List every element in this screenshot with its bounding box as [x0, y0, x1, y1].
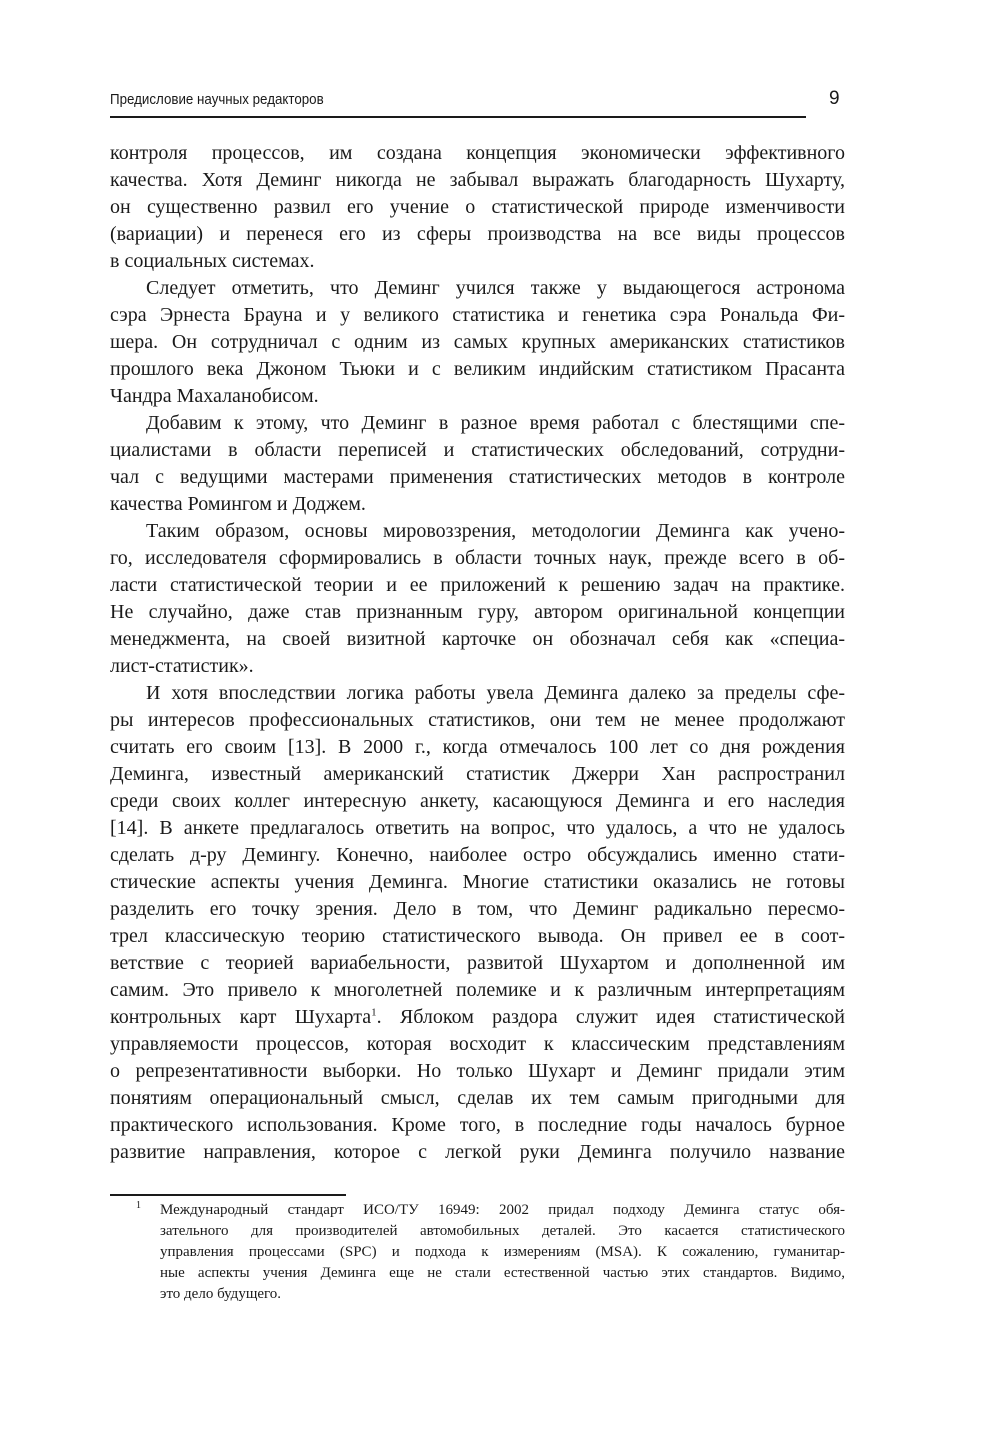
- paragraph: [110, 275, 845, 410]
- text-line: трел классическую теорию статистического вывода. Он привел ее в соот-: [110, 925, 845, 947]
- footnote-number: 1: [136, 1200, 141, 1211]
- text-line: сэра Эрнеста Брауна и у великого статистика и генетика сэра Рональда Фи-: [110, 304, 845, 326]
- paragraph: [110, 518, 845, 680]
- footnote-text: [160, 1200, 845, 1305]
- header-rule: [110, 116, 806, 118]
- text-line: практического использования. Кроме того, в последние годы началось бурное: [110, 1114, 845, 1136]
- text-line: Таким образом, основы мировоззрения, методологии Деминга как учено-: [146, 520, 845, 542]
- text-line: шера. Он сотрудничал с одним из самых крупных американских статистиков: [110, 331, 845, 353]
- running-header: Предисловие научных редакторов: [110, 92, 324, 108]
- text-line: Следует отметить, что Деминг учился также у выдающегося астронома: [146, 277, 845, 299]
- text-line: качества. Хотя Деминг никогда не забывал выражать благодарность Шухарту,: [110, 169, 845, 191]
- page-number: 9: [829, 88, 840, 109]
- text-line: И хотя впоследствии логика работы увела Деминга далеко за пределы сфе-: [146, 682, 845, 704]
- text-line: Не случайно, даже став признанным гуру, автором оригинальной концепции: [110, 601, 845, 623]
- text-segment: контрольных карт Шухарта: [110, 1006, 372, 1028]
- footnote-line: это дело будущего.: [160, 1286, 282, 1302]
- paragraph: [110, 680, 845, 1166]
- text-line: стические аспекты учения Деминга. Многие статистики оказались не готовы: [110, 871, 845, 893]
- text-line: сделать д-ру Демингу. Конечно, наиболее остро обсуждались именно стати-: [110, 844, 845, 866]
- text-line: Чандра Махаланобисом.: [110, 385, 319, 407]
- footnote-reference[interactable]: 1: [371, 1006, 377, 1019]
- text-line: чал с ведущими мастерами применения статистических методов в контроле: [110, 466, 845, 488]
- text-line: ласти статистической теории и ее приложений к решению задач на практике.: [110, 574, 845, 596]
- text-line: (вариации) и перенеся его из сферы производства на все виды процессов: [110, 223, 845, 245]
- text-line: прошлого века Джоном Тьюки и с великим индийским статистиком Прасанта: [110, 358, 845, 380]
- text-line: лист-статистик».: [110, 655, 254, 677]
- footnote-line: управления процессами (SPC) и подхода к измерениям (MSA). К сожалению, гуманитар-: [160, 1244, 845, 1260]
- footnote-line: ные аспекты учения Деминга еще не стали естественной частью этих стандартов. Видимо,: [160, 1265, 845, 1281]
- footnote-line: Международный стандарт ИСО/ТУ 16949: 2002 придал подходу Деминга статус обя-: [160, 1202, 845, 1218]
- text-line: разделить его точку зрения. Дело в том, что Деминг радикально пересмо-: [110, 898, 845, 920]
- footnote-rule: [110, 1194, 346, 1196]
- text-line: [110, 1004, 845, 1031]
- text-line: управляемости процессов, которая восходит к классическим представлениям: [110, 1033, 845, 1055]
- body-text: [110, 140, 845, 1166]
- text-line: понятиям операциональный смысл, сделав их тем самым пригодными для: [110, 1087, 845, 1109]
- text-segment: . Яблоком раздора служит идея статистической: [376, 1006, 846, 1028]
- text-line: го, исследователя сформировались в области точных наук, прежде всего в об-: [110, 547, 845, 569]
- text-line: самим. Это привело к многолетней полемике и к различным интерпретациям: [110, 979, 845, 1001]
- text-line: циалистами в области переписей и статистических обследований, сотрудни-: [110, 439, 845, 461]
- text-line: менеджмента, на своей визитной карточке он обозначал себя как «специа-: [110, 628, 845, 650]
- text-line: качества Ромингом и Доджем.: [110, 493, 366, 515]
- paragraph: [110, 140, 845, 275]
- text-line: ветствие с теорией вариабельности, развитой Шухартом и дополненной им: [110, 952, 845, 974]
- text-line: среди своих коллег интересную анкету, касающуюся Деминга и его наследия: [110, 790, 845, 812]
- paragraph: [110, 410, 845, 518]
- text-line: считать его своим [13]. В 2000 г., когда отмечалось 100 лет со дня рождения: [110, 736, 845, 758]
- text-line: Деминга, известный американский статистик Джерри Хан распространил: [110, 763, 845, 785]
- text-line: ры интересов профессиональных статистиков, они тем не менее продолжают: [110, 709, 845, 731]
- text-line: в социальных системах.: [110, 250, 315, 272]
- text-line: развитие направления, которое с легкой руки Деминга получило название: [110, 1141, 845, 1163]
- text-line: он существенно развил его учение о статистической природе изменчивости: [110, 196, 845, 218]
- footnote-line: зательного для производителей автомобильных деталей. Это касается статистического: [160, 1223, 845, 1239]
- text-line: контроля процессов, им создана концепция экономически эффективного: [110, 142, 845, 164]
- text-line: о репрезентативности выборки. Но только Шухарт и Деминг придали этим: [110, 1060, 845, 1082]
- text-line: [14]. В анкете предлагалось ответить на вопрос, что удалось, а что не удалось: [110, 817, 845, 839]
- text-line: Добавим к этому, что Деминг в разное время работал с блестящими спе-: [146, 412, 845, 434]
